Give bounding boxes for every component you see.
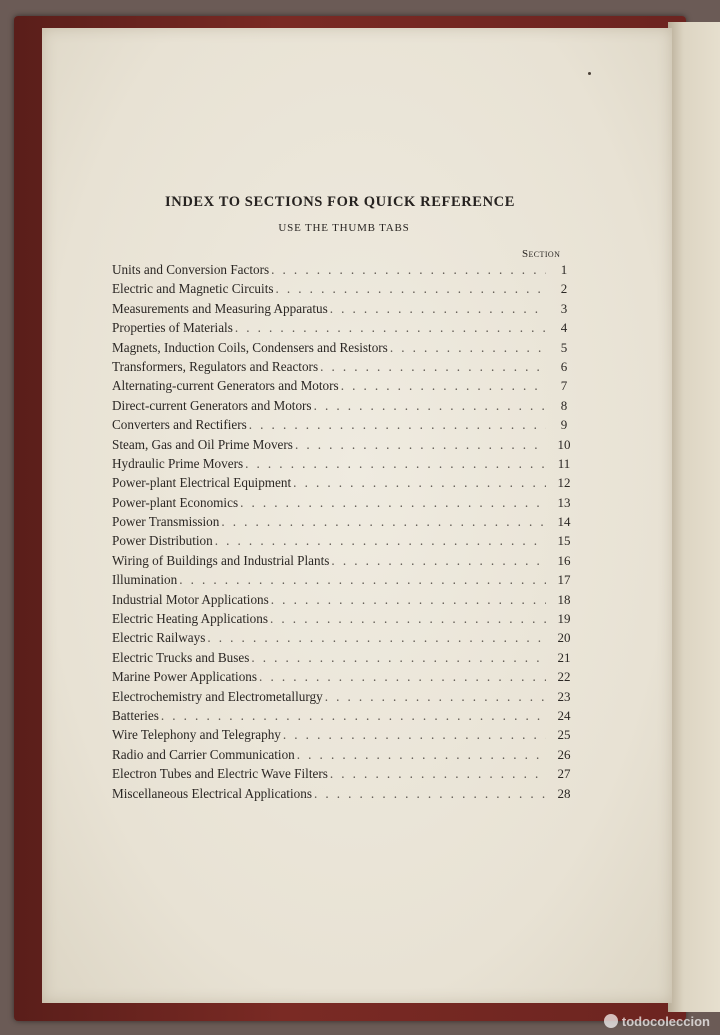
- section-entry[interactable]: [112, 301, 578, 320]
- section-label: Electric and Magnetic Circuits: [112, 281, 274, 297]
- section-label: Radio and Carrier Communication: [112, 746, 295, 762]
- facing-page-edge: [668, 22, 720, 1012]
- watermark: [604, 1014, 710, 1029]
- section-label: Industrial Motor Applications: [112, 591, 269, 607]
- dot-leader: [325, 689, 546, 705]
- section-label: Direct-current Generators and Motors: [112, 397, 312, 413]
- section-number: 27: [557, 766, 571, 782]
- section-number: 2: [560, 281, 568, 297]
- section-number: 9: [560, 417, 568, 433]
- section-label: Hydraulic Prime Movers: [112, 455, 244, 471]
- section-label: Electric Trucks and Buses: [112, 649, 250, 665]
- section-label: Batteries: [112, 707, 159, 723]
- dot-leader: [297, 747, 546, 763]
- section-number: 22: [557, 669, 571, 685]
- dot-leader: [251, 650, 546, 666]
- section-number: 24: [557, 707, 571, 723]
- section-entry[interactable]: [112, 592, 578, 611]
- section-number: 7: [560, 378, 568, 394]
- section-number: 23: [557, 688, 571, 704]
- section-label: Converters and Rectifiers: [112, 417, 247, 433]
- dot-leader: [341, 378, 546, 394]
- section-label: Power-plant Electrical Equipment: [112, 475, 292, 491]
- section-entry[interactable]: [112, 572, 578, 591]
- section-number: 25: [557, 727, 571, 743]
- dot-leader: [235, 320, 546, 336]
- index-title: INDEX TO SECTIONS FOR QUICK REFERENCE: [165, 194, 515, 210]
- dot-leader: [270, 611, 546, 627]
- dot-leader: [207, 630, 546, 646]
- section-entry[interactable]: [112, 378, 578, 397]
- section-number: 5: [560, 339, 568, 355]
- section-number: 8: [560, 397, 568, 413]
- section-entry[interactable]: [112, 359, 578, 378]
- watermark-text: todocoleccion: [621, 1014, 710, 1029]
- dot-leader: [331, 553, 546, 569]
- section-entry[interactable]: [112, 262, 578, 281]
- section-entry[interactable]: [112, 281, 578, 300]
- section-number: 19: [557, 611, 571, 627]
- dot-leader: [215, 533, 546, 549]
- dot-leader: [271, 262, 546, 278]
- dot-leader: [314, 398, 546, 414]
- section-label: Miscellaneous Electrical Applications: [112, 785, 312, 801]
- section-number: 1: [560, 262, 568, 277]
- section-label: Alternating-current Generators and Motors: [112, 378, 339, 394]
- section-label: Magnets, Induction Coils, Condensers and Resistors: [112, 339, 388, 355]
- section-entry[interactable]: [112, 456, 578, 475]
- index-subtitle: USE THE THUMB TABS: [278, 222, 410, 234]
- section-entry[interactable]: [112, 320, 578, 339]
- section-entry[interactable]: [112, 747, 578, 766]
- section-number: 28: [557, 785, 571, 801]
- dot-leader: [330, 766, 546, 782]
- section-label: Power Transmission: [112, 514, 220, 530]
- section-label: Wiring of Buildings and Industrial Plants: [112, 552, 330, 568]
- section-entry[interactable]: [112, 669, 578, 688]
- section-number: 4: [560, 320, 568, 336]
- section-number: 18: [557, 591, 571, 607]
- section-entry[interactable]: [112, 437, 578, 456]
- section-index-list: [112, 262, 578, 805]
- section-number: 14: [557, 514, 571, 530]
- section-entry[interactable]: [112, 398, 578, 417]
- dot-leader: [221, 514, 546, 530]
- section-entry[interactable]: [112, 553, 578, 572]
- section-entry[interactable]: [112, 495, 578, 514]
- section-entry[interactable]: [112, 514, 578, 533]
- section-number: 17: [557, 572, 571, 588]
- section-entry[interactable]: [112, 611, 578, 630]
- section-label: Measurements and Measuring Apparatus: [112, 300, 328, 316]
- dot-leader: [161, 708, 546, 724]
- section-label: Electron Tubes and Electric Wave Filters: [112, 766, 328, 782]
- section-label: Properties of Materials: [112, 320, 233, 336]
- section-label: Electric Railways: [112, 630, 206, 646]
- section-label: Electrochemistry and Electrometallurgy: [112, 688, 323, 704]
- section-label: Illumination: [112, 572, 178, 588]
- dot-leader: [293, 475, 546, 491]
- section-label: Transformers, Regulators and Reactors: [112, 358, 319, 374]
- section-number: 12: [557, 475, 571, 491]
- dot-leader: [245, 456, 546, 472]
- section-entry[interactable]: [112, 533, 578, 552]
- section-entry[interactable]: [112, 650, 578, 669]
- dot-leader: [295, 437, 546, 453]
- section-number: 13: [557, 494, 571, 510]
- section-label: Wire Telephony and Telegraphy: [112, 727, 281, 743]
- section-label: Power-plant Economics: [112, 494, 239, 510]
- section-number: 6: [560, 358, 568, 374]
- section-number: 3: [560, 300, 568, 316]
- section-entry[interactable]: [112, 786, 578, 805]
- section-number: 15: [557, 533, 571, 549]
- section-number: 16: [557, 552, 571, 568]
- section-label: Marine Power Applications: [112, 669, 258, 685]
- section-entry[interactable]: [112, 475, 578, 494]
- section-entry[interactable]: [112, 766, 578, 785]
- section-entry[interactable]: [112, 417, 578, 436]
- section-label: Steam, Gas and Oil Prime Movers: [112, 436, 293, 452]
- section-column-header: Section: [522, 248, 561, 260]
- dot-leader: [259, 669, 546, 685]
- section-label: Power Distribution: [112, 533, 213, 549]
- section-entry[interactable]: [112, 708, 578, 727]
- dot-leader: [320, 359, 546, 375]
- dot-leader: [240, 495, 546, 511]
- page-speck: [588, 72, 591, 75]
- section-entry[interactable]: [112, 630, 578, 649]
- section-number: 20: [557, 630, 571, 646]
- section-entry[interactable]: [112, 340, 578, 359]
- dot-leader: [249, 417, 546, 433]
- dot-leader: [276, 281, 547, 297]
- section-label: Electric Heating Applications: [112, 611, 269, 627]
- dot-leader: [314, 786, 546, 802]
- section-number: 11: [557, 455, 571, 471]
- section-entry[interactable]: [112, 689, 578, 708]
- dot-leader: [390, 340, 546, 356]
- section-number: 21: [557, 649, 571, 665]
- dot-leader: [330, 301, 546, 317]
- section-entry[interactable]: [112, 727, 578, 746]
- section-label: Units and Conversion Factors: [112, 262, 270, 277]
- section-number: 10: [557, 436, 571, 452]
- dot-leader: [283, 727, 546, 743]
- dot-leader: [271, 592, 546, 608]
- watermark-logo-icon: [604, 1014, 618, 1028]
- dot-leader: [179, 572, 546, 588]
- section-number: 26: [557, 746, 571, 762]
